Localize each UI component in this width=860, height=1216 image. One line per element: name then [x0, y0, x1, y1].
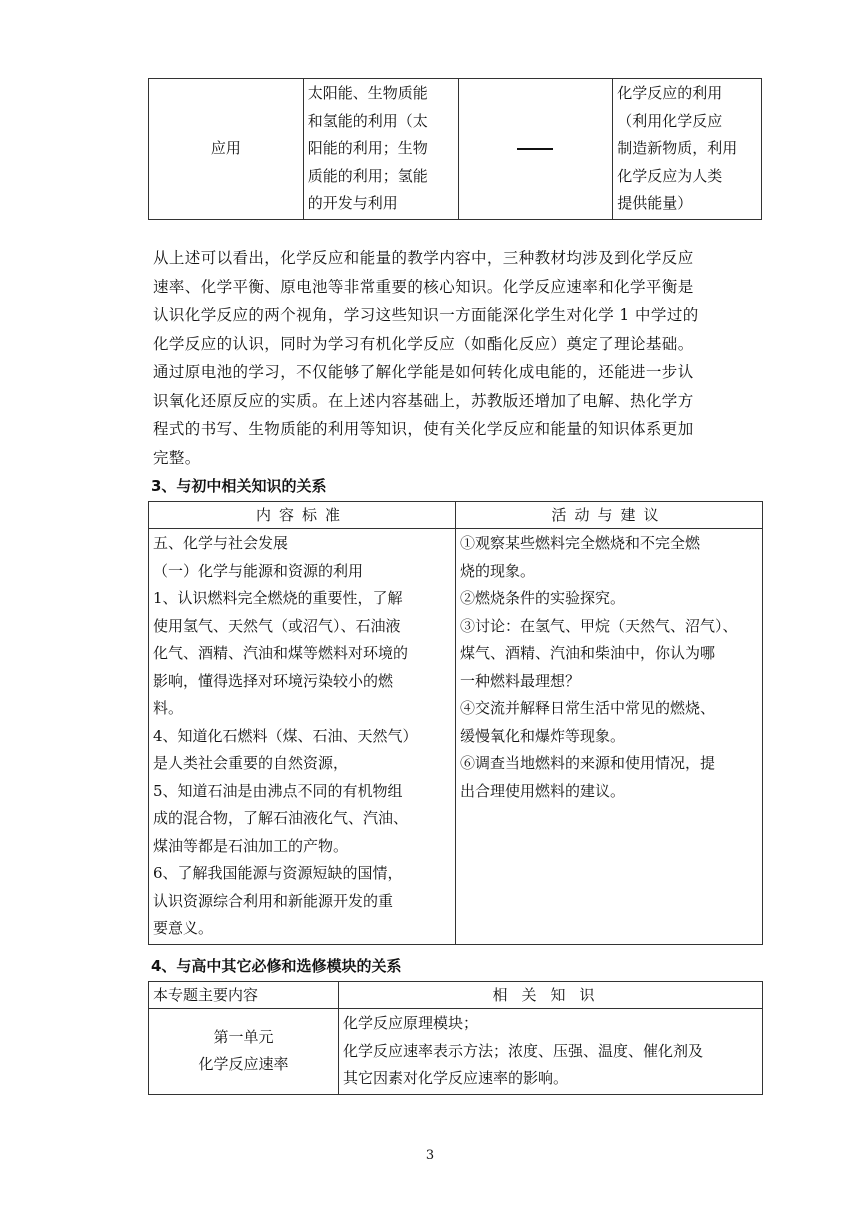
text-line: 阳能的利用；生物: [307, 139, 428, 157]
application-col3: [458, 79, 613, 220]
text-line: 煤油等都是石油加工的产物。: [153, 836, 349, 855]
application-col2: [303, 79, 458, 220]
text-line: ⑥调查当地燃料的来源和使用情况，提: [460, 754, 716, 772]
text-line: 一种燃料最理想？: [460, 671, 581, 690]
text-line: 化学反应速率: [198, 1055, 289, 1074]
text-line: （一）化学与能源和资源的利用: [153, 561, 364, 580]
text-line: 五、化学与社会发展: [153, 534, 289, 552]
text-line: （利用化学反应: [617, 111, 723, 130]
text-line: 缓慢氧化和爆炸等现象。: [460, 726, 626, 745]
text-line: 6、了解我国能源与资源短缺的国情，: [153, 864, 403, 882]
header-activities: 活动与建议: [456, 502, 763, 529]
text-line: 制造新物质，利用: [617, 139, 738, 157]
text-line: 烧的现象。: [460, 561, 536, 580]
text-line: 化学反应为人类: [617, 166, 723, 185]
text-line: 1、认识燃料完全燃烧的重要性，了解: [153, 589, 403, 607]
junior-knowledge-table: [148, 501, 763, 945]
application-label: 应用: [149, 79, 304, 220]
paragraph-line: 识氧化还原反应的实质。在上述内容基础上，苏教版还增加了电解、热化学方: [153, 391, 694, 410]
text-line: 化学反应的利用: [617, 84, 723, 102]
senior-module-table: [148, 981, 763, 1095]
text-line: 太阳能、生物质能: [307, 84, 428, 102]
activities-cell: [456, 529, 763, 945]
text-line: ②燃烧条件的实验探究。: [460, 589, 626, 607]
content-standard-cell: [149, 529, 456, 945]
paragraph-line: 从上述可以看出，化学反应和能量的教学内容中，三种教材均涉及到化学反应: [153, 249, 694, 267]
text-line: 质能的利用；氢能: [307, 166, 428, 185]
paragraph-line: 程式的书写、生物质能的利用等知识，使有关化学反应和能量的知识体系更加: [153, 420, 694, 438]
header-content-standard: 内容标准: [149, 502, 456, 529]
paragraph-line: 化学反应的认识，同时为学习有机化学反应（如酯化反应）奠定了理论基础。: [153, 334, 694, 353]
text-line: 5、知道石油是由沸点不同的有机物组: [153, 781, 403, 800]
header-main-content: 本专题主要内容: [149, 982, 339, 1009]
header-related-knowledge: 相关知识: [339, 982, 763, 1009]
text-line: ①观察某些燃料完全燃烧和不完全燃: [460, 534, 701, 552]
unit-cell: [149, 1009, 339, 1095]
text-line: 要意义。: [153, 919, 214, 937]
text-line: 认识资源综合利用和新能源开发的重: [153, 891, 394, 910]
dash-mark: [517, 148, 553, 150]
text-line: 化学反应原理模块；: [343, 1014, 479, 1032]
paragraph-line: 认识化学反应的两个视角，学习这些知识一方面能深化学生对化学 1 中学过的: [153, 306, 699, 324]
text-line: 提供能量）: [617, 194, 693, 212]
paragraph-line: 通过原电池的学习，不仅能够了解化学能是如何转化成电能的，还能进一步认: [153, 363, 694, 381]
text-line: 出合理使用燃料的建议。: [460, 781, 626, 800]
text-line: 成的混合物，了解石油液化气、汽油、: [153, 809, 409, 827]
knowledge-cell: [339, 1009, 763, 1095]
text-line: ③讨论：在氢气、甲烷（天然气、沼气）、: [460, 616, 738, 635]
application-table: [148, 78, 762, 220]
text-line: 和氢能的利用（太: [307, 111, 428, 130]
text-line: 化气、酒精、汽油和煤等燃料对环境的: [153, 644, 409, 662]
text-line: 影响，懂得选择对环境污染较小的燃: [153, 671, 394, 690]
text-line: 使用氢气、天然气（或沼气）、石油液: [153, 616, 401, 635]
paragraph-line: 速率、化学平衡、原电池等非常重要的核心知识。化学反应速率和化学平衡是: [153, 277, 694, 296]
text-line: 4、知道化石燃料（煤、石油、天然气）: [153, 726, 418, 745]
text-line: 煤气、酒精、汽油和柴油中，你认为哪: [460, 644, 716, 662]
paragraph-line: 完整。: [153, 448, 201, 467]
page-number: 3: [425, 1148, 435, 1163]
text-line: 是人类社会重要的自然资源，: [153, 754, 349, 772]
text-line: 化学反应速率表示方法；浓度、压强、温度、催化剂及: [343, 1041, 704, 1060]
text-line: ④交流并解释日常生活中常见的燃烧、: [460, 699, 716, 717]
text-line: 其它因素对化学反应速率的影响。: [343, 1069, 569, 1087]
application-col4: [613, 79, 762, 220]
text-line: 料。: [153, 699, 184, 717]
section-heading-4: 4、与高中其它必修和选修模块的关系: [151, 957, 402, 975]
text-line: 的开发与利用: [307, 194, 398, 212]
text-line: 第一单元: [213, 1027, 274, 1046]
section-heading-3: 3、与初中相关知识的关系: [151, 477, 327, 495]
summary-paragraph: [153, 244, 763, 472]
